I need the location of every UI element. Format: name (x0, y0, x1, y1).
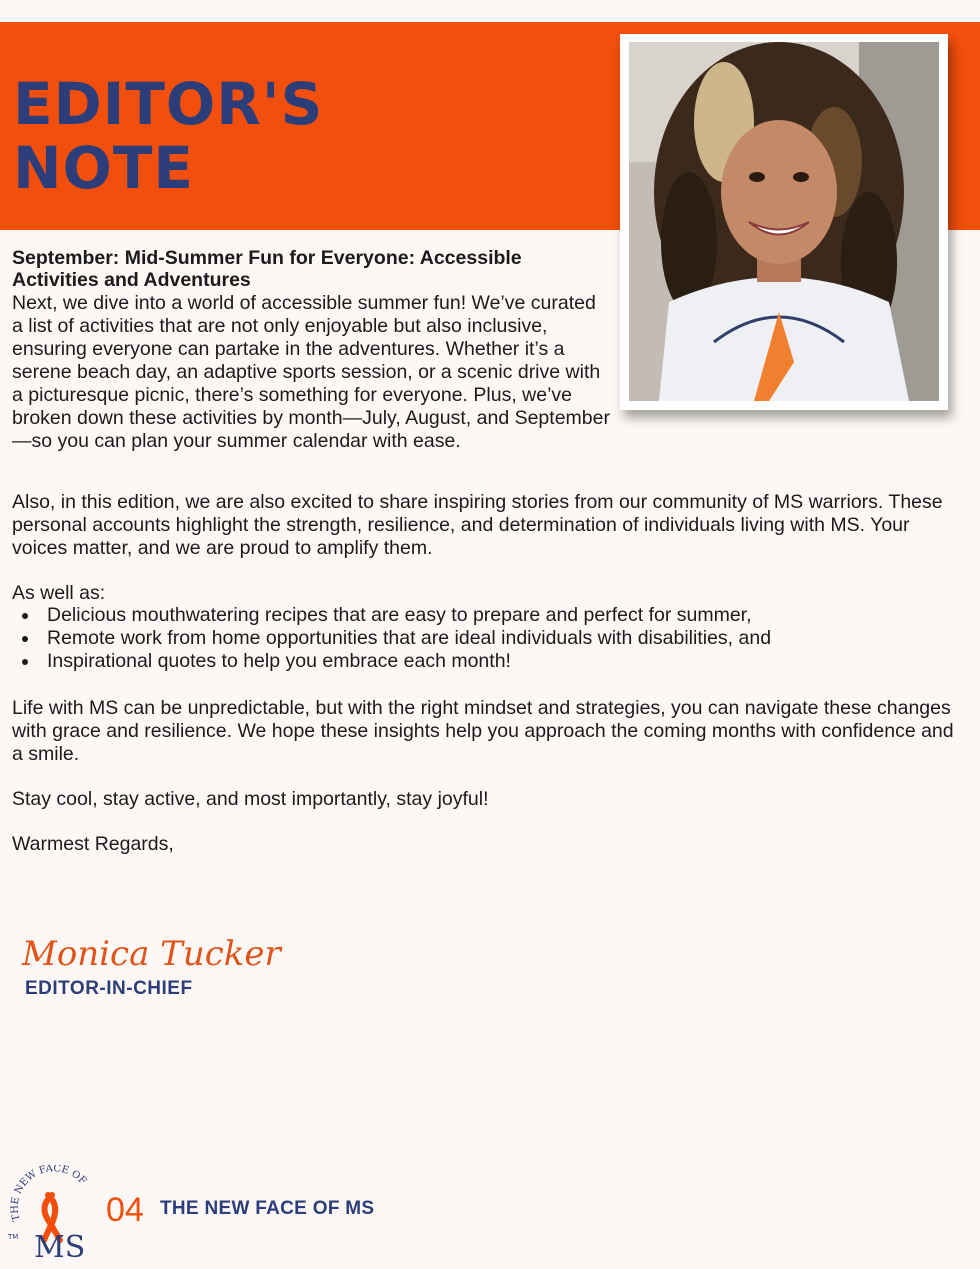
closing-line: Warmest Regards, (12, 833, 174, 855)
title-line-2: NOTE (13, 134, 195, 202)
stories-paragraph: Also, in this edition, we are also excited to share inspiring stories from our community of MS warriors. These personal accounts highlight the strength, resilience, and determination of individuals living with MS. Your voices matter, and we are proud to amplify them. (12, 491, 943, 559)
editor-signature (20, 920, 330, 980)
signature-name: Monica Tucker (22, 934, 281, 974)
logo-arc-text: THE NEW FACE OF (9, 1165, 89, 1223)
editor-portrait-illustration (629, 42, 939, 401)
page-number: 04 (106, 1191, 144, 1229)
editor-role: EDITOR-IN-CHIEF (25, 978, 193, 999)
stay-paragraph: Stay cool, stay active, and most importantly, stay joyful! (12, 788, 489, 810)
list-item: Inspirational quotes to help you embrace each month! (12, 650, 771, 673)
editor-photo (629, 42, 939, 401)
list-item: Delicious mouthwatering recipes that are easy to prepare and perfect for summer, (12, 604, 771, 627)
highlights-list (12, 604, 771, 673)
page-title (13, 72, 323, 200)
title-line-1: EDITOR'S (13, 70, 324, 138)
intro-paragraph: Next, we dive into a world of accessible summer fun! We’ve curated a list of activities that are not only enjoyable but also inclusive, ensuring everyone can partake in the adventures. Whether it’s a serene beach day, an adaptive sports session, or a scenic drive with a picturesque picnic, there’s something for everyone. Plus, we’ve broken down these activities by month—July, August, and September—so you can plan your summer calendar with ease. (12, 292, 610, 452)
publication-logo (8, 1165, 100, 1265)
logo-trademark: TM (8, 1233, 19, 1241)
editor-photo-frame (620, 34, 948, 410)
as-well-as-label: As well as: (12, 582, 106, 604)
list-item: Remote work from home opportunities that are ideal individuals with disabilities, and (12, 627, 771, 650)
publication-name: THE NEW FACE OF MS (160, 1198, 375, 1219)
life-paragraph: Life with MS can be unpredictable, but with the right mindset and strategies, you can navigate these changes with grace and resilience. We hope these insights help you approach the coming months with confidence and a smile. (12, 697, 954, 765)
article-heading: September: Mid-Summer Fun for Everyone: Accessible Activities and Adventures (12, 247, 522, 291)
logo-ms-mark: MS (34, 1230, 86, 1265)
